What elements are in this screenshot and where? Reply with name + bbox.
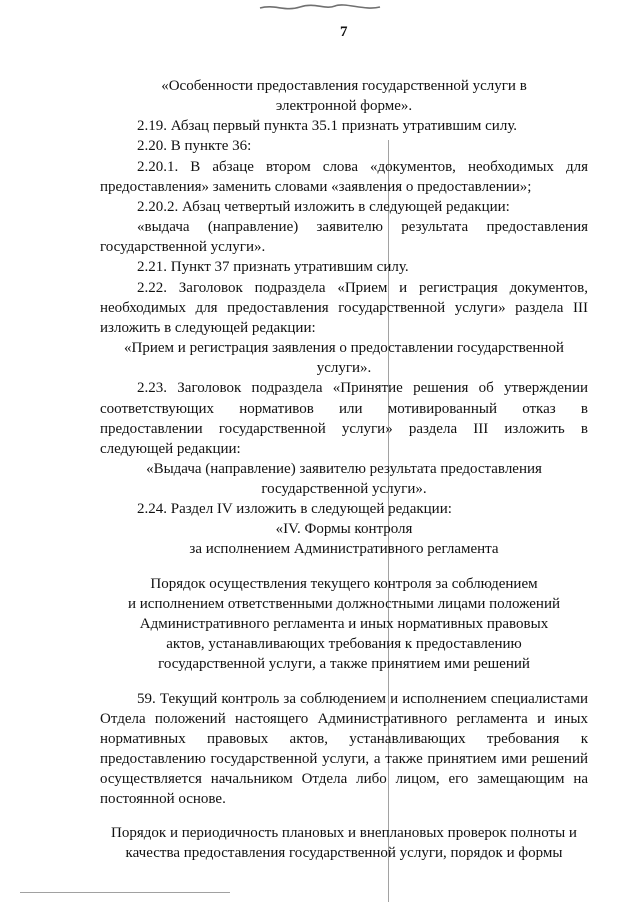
text-line-16: 2.23. Заголовок подраздела «Принятие решения об утверждении bbox=[137, 380, 588, 396]
text-line-26: и исполнением ответственными должностными лицами положений bbox=[127, 596, 561, 612]
text-line-25: Порядок осуществления текущего контроля за соблюдением bbox=[150, 576, 538, 592]
text-line-6: предоставления» заменить словами «заявления о предоставлении»; bbox=[100, 179, 532, 195]
text-line-14: «Прием и регистрация заявления о предоставлении государственной bbox=[124, 340, 564, 356]
text-line-11: 2.22. Заголовок подраздела «Прием и регистрация документов, bbox=[137, 280, 588, 296]
text-line-27: Административного регламента и иных нормативных правовых bbox=[139, 616, 549, 632]
text-line-9: государственной услуги». bbox=[100, 239, 266, 255]
text-line-10: 2.21. Пункт 37 признать утратившим силу. bbox=[137, 259, 409, 275]
text-line-23: «IV. Формы контроля bbox=[275, 521, 413, 537]
text-line-36: Порядок и периодичность плановых и внеплановых проверок полноты и bbox=[111, 825, 577, 841]
text-line-32: нормативных правовых актов, устанавливающих требования к bbox=[100, 731, 588, 747]
text-line-8: «выдача (направление) заявителю результата предоставления bbox=[137, 219, 588, 235]
scan-artifact-top bbox=[255, 2, 385, 14]
text-line-12: необходимых для предоставления государственной услуги» раздела III bbox=[100, 300, 588, 316]
text-line-7: 2.20.2. Абзац четвертый изложить в следующей редакции: bbox=[137, 199, 510, 215]
text-line-3: 2.19. Абзац первый пункта 35.1 признать утратившим силу. bbox=[137, 118, 518, 134]
text-line-21: государственной услуги». bbox=[261, 481, 427, 497]
text-line-29: государственной услуги, а также принятием ими решений bbox=[158, 656, 530, 672]
text-line-28: актов, устанавливающих требования к предоставлению bbox=[166, 636, 522, 652]
text-line-34: осуществляется начальником Отдела либо лицом, его замещающим на bbox=[100, 771, 588, 787]
text-line-31: Отдела положений настоящего Административного регламента и иных bbox=[100, 711, 588, 727]
text-line-30: 59. Текущий контроль за соблюдением и исполнением специалистами bbox=[137, 691, 588, 707]
text-line-35: постоянной основе. bbox=[100, 791, 226, 807]
text-line-33: предоставлению государственной услуги, а также принятием ими решений bbox=[100, 751, 588, 767]
text-line-24: за исполнением Административного регламента bbox=[189, 541, 499, 557]
text-line-20: «Выдача (направление) заявителю результата предоставления bbox=[146, 461, 542, 477]
text-line-4: 2.20. В пункте 36: bbox=[137, 138, 252, 154]
text-line-37: качества предоставления государственной услуги, порядок и формы bbox=[125, 845, 563, 861]
text-line-18: предоставлении государственной услуги» раздела III изложить в bbox=[100, 421, 588, 437]
page-number: 7 bbox=[340, 24, 348, 40]
text-line-2: электронной форме». bbox=[275, 98, 413, 114]
text-line-15: услуги». bbox=[316, 360, 372, 376]
footer-rule bbox=[20, 892, 230, 893]
text-line-13: изложить в следующей редакции: bbox=[100, 320, 316, 336]
text-line-22: 2.24. Раздел IV изложить в следующей редакции: bbox=[137, 501, 452, 517]
text-line-19: следующей редакции: bbox=[100, 441, 241, 457]
text-line-5: 2.20.1. В абзаце втором слова «документов, необходимых для bbox=[137, 159, 588, 175]
text-line-1: «Особенности предоставления государственной услуги в bbox=[161, 78, 527, 94]
text-line-17: соответствующих нормативов или мотивированный отказ в bbox=[100, 401, 588, 417]
